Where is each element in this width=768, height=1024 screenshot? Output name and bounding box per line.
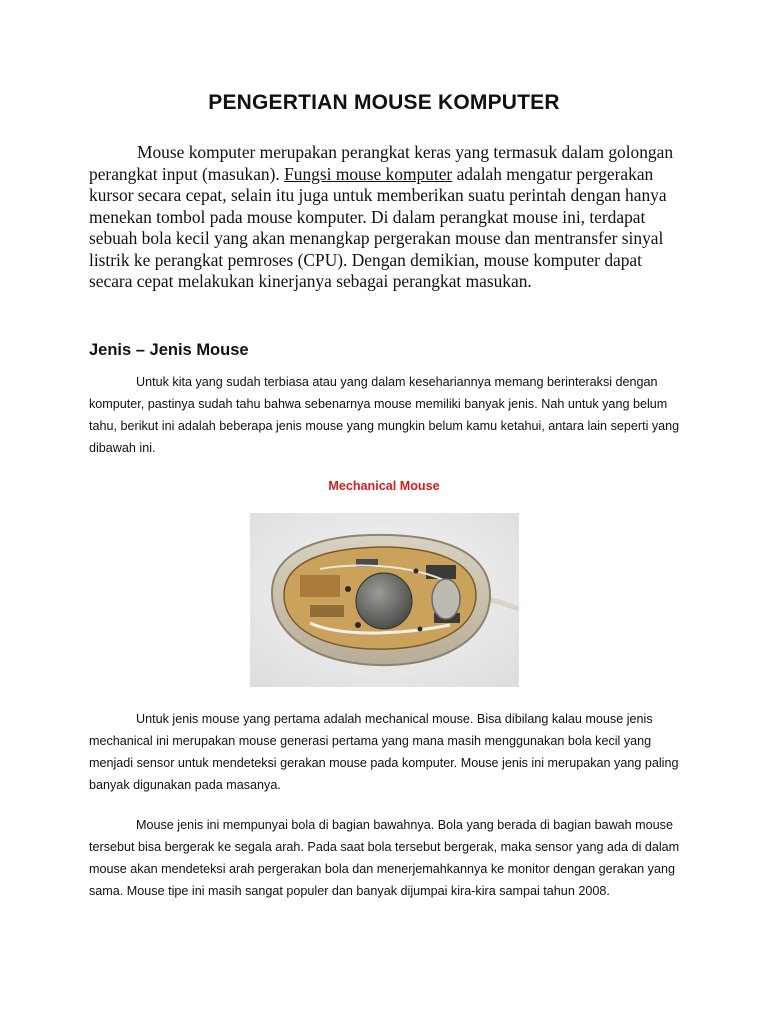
intro-text-after-link: adalah mengatur pergerakan kursor secara cepat, selain itu juga untuk memberikan suatu perintah dengan hanya menekan tombol pada mouse komputer. Di dalam perangkat mouse ini, terdapat sebuah bola kecil yang akan menangkap pergerakan mouse dan mentransfer sinyal listrik ke perangkat pemroses (CPU). Dengan demikian, mouse komputer dapat secara cepat melakukan kinerjanya sebagai perangkat masukan.: [89, 163, 667, 291]
fungsi-mouse-link[interactable]: Fungsi mouse komputer: [284, 163, 453, 184]
page-title: PENGERTIAN MOUSE KOMPUTER: [208, 91, 560, 114]
intro-text-before-link: Mouse komputer merupakan perangkat keras yang termasuk dalam golongan perangkat input (masukan).: [89, 142, 674, 184]
paragraph-mechanical-mouse-1: Untuk jenis mouse yang pertama adalah mechanical mouse. Bisa dibilang kalau mouse jenis mechanical ini merupakan mouse generasi pertama yang mana masih menggunakan bola kecil yang menjadi sensor untuk mendeteksi gerakan mouse pada komputer. Mouse jenis ini merupakan yang paling banyak digunakan pada masanya.: [89, 712, 679, 792]
paragraph-mechanical-mouse-2: Mouse jenis ini mempunyai bola di bagian bawahnya. Bola yang berada di bagian bawah mouse tersebut bisa bergerak ke segala arah. Pada saat bola tersebut bergerak, maka sensor yang ada di dalam mouse akan mendeteksi arah pergerakan bola dan menerjemahkannya ke monitor dengan gerakan yang sama. Mouse tipe ini masih sangat populer dan banyak dijumpai kira-kira sampai tahun 2008.: [89, 818, 680, 898]
mechanical-mouse-photo: [250, 513, 519, 687]
image-caption: Mechanical Mouse: [328, 479, 440, 493]
intro-paragraph: [89, 142, 689, 293]
section-heading: Jenis – Jenis Mouse: [89, 341, 249, 359]
section-intro-paragraph: Untuk kita yang sudah terbiasa atau yang dalam kesehariannya memang berinteraksi dengan komputer, pastinya sudah tahu bahwa sebenarnya mouse memiliki banyak jenis. Nah untuk yang belum tahu, berikut ini adalah beberapa jenis mouse yang mungkin belum kamu ketahui, antara lain seperti yang dibawah ini.: [89, 375, 680, 455]
